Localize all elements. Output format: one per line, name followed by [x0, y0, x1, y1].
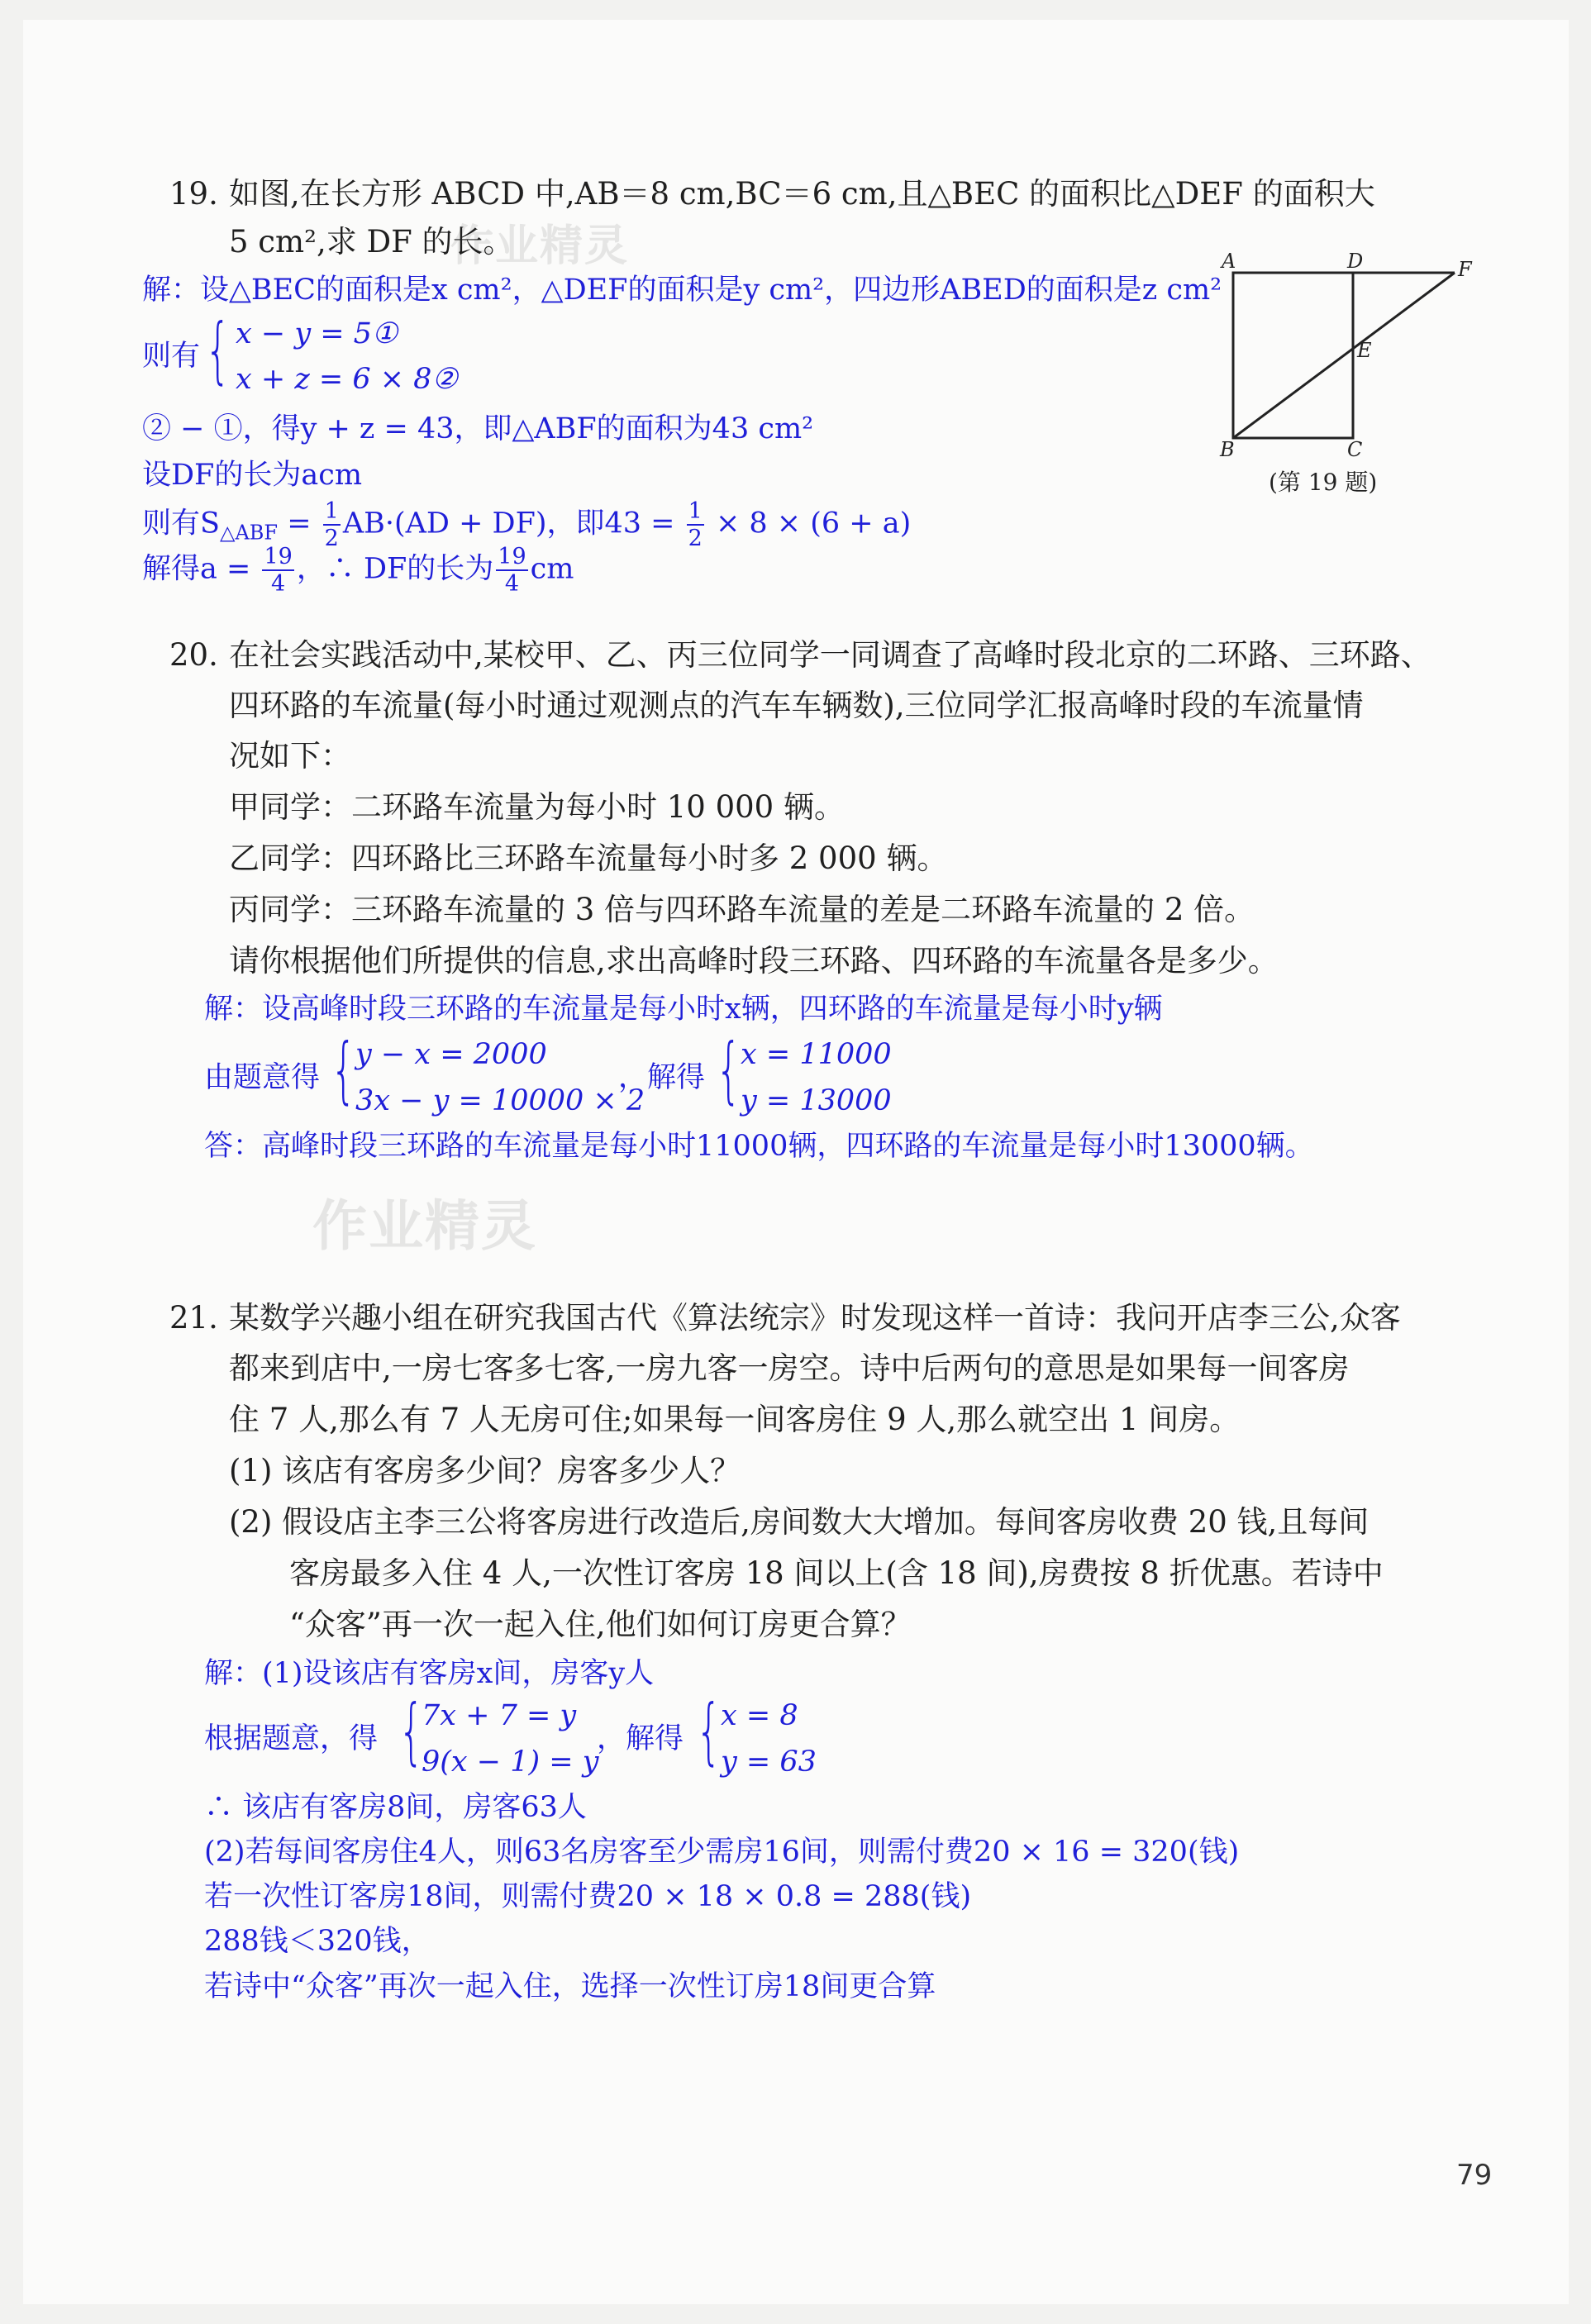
- q20-equation-1: y − x = 2000: [355, 1038, 547, 1071]
- q21-answer-line5: 若一次性订客房18间，则需付费20 × 18 × 0.8 = 288(钱): [204, 1880, 972, 1913]
- fraction-19-4: $\frac{19}{4}$: [264, 544, 293, 597]
- q19-answer-line1: 解：设△BEC的面积是x cm²，△DEF的面积是y cm²，四边形ABED的面积是z cm²: [142, 274, 1222, 307]
- label-d: D: [1347, 250, 1364, 273]
- rectangle-abcd: [1233, 273, 1353, 438]
- q19-text-line1: 如图,在长方形 ABCD 中,AB＝8 cm,BC＝6 cm,且△BEC 的面积比△DEF 的面积大: [229, 176, 1375, 212]
- q19-l5-mid3: × 8 × (6 + a): [706, 507, 912, 541]
- q19-l6-prefix: 解得a =: [142, 552, 260, 586]
- fraction-half: $\frac{1}{2}$: [324, 498, 339, 551]
- q20-text-line: 乙同学：四环路比三环路车流量每小时多 2 000 辆。: [229, 841, 948, 876]
- q19-l5-sub: △ABF: [219, 521, 279, 545]
- q19-l6-suffix: cm: [530, 552, 574, 586]
- q21-text-line: (1) 该店有客房多少间？房客多少人？: [229, 1453, 741, 1488]
- line-bf: [1233, 273, 1455, 438]
- q19-brace: {: [205, 307, 231, 393]
- q19-l5-mid2: AB·(AD + DF)，即43 =: [342, 507, 684, 541]
- q20-text-line: 甲同学：二环路车流量为每小时 10 000 辆。: [229, 789, 845, 825]
- q19-figure-caption: (第 19 题): [1269, 469, 1378, 496]
- q20-text-line: 况如下：: [229, 738, 351, 774]
- q19-figure: [1215, 248, 1488, 463]
- label-e: E: [1357, 339, 1372, 362]
- q21-text-line: 某数学兴趣小组在研究我国古代《算法统宗》时发现这样一首诗：我问开店李三公,众客: [229, 1300, 1401, 1336]
- q21-text-line: 客房最多入住 4 人,一次性订客房 18 间以上(含 18 间),房费按 8 折优惠。若诗中: [289, 1555, 1384, 1591]
- q19-answer-line5: [142, 500, 911, 552]
- label-b: B: [1220, 438, 1235, 461]
- q19-answer-line6: [142, 545, 574, 595]
- fraction-half: $\frac{1}{2}$: [688, 498, 703, 551]
- q19-l6-mid: ，∴ DF的长为: [296, 552, 494, 586]
- q20-text-line: 请你根据他们所提供的信息,求出高峰时段三环路、四环路的车流量各是多少。: [229, 943, 1279, 979]
- q21-text-line: (2) 假设店主李三公将客房进行改造后,房间数大大增加。每间客房收费 20 钱,且每间: [229, 1504, 1369, 1540]
- q21-answer-line3: ∴ 该店有客房8间，房客63人: [204, 1791, 587, 1824]
- q21-answer-line4: (2)若每间客房住4人，则63名房客至少需房16间，则需付费20 × 16 = 320(钱): [204, 1836, 1240, 1869]
- q20-answer-mid: ，解得: [618, 1061, 706, 1094]
- q19-text-line2: 5 cm²,求 DF 的长。: [229, 224, 514, 260]
- q19-equation-2: x + z = 6 × 8②: [236, 363, 458, 396]
- q21-equation-2: 9(x − 1) = y: [422, 1745, 599, 1779]
- q20-text-line: 丙同学：三环路车流量的 3 倍与四环路车流量的差是二环路车流量的 2 倍。: [229, 892, 1255, 927]
- q19-l5-prefix: 则有S: [142, 507, 220, 541]
- q20-text-line: 在社会实践活动中,某校甲、乙、丙三位同学一同调查了高峰时段北京的二环路、三环路、: [229, 637, 1431, 673]
- watermark: 作业精灵: [312, 1194, 537, 1258]
- q21-answer-mid: ，解得: [597, 1722, 684, 1755]
- q21-solution-brace: {: [696, 1688, 722, 1774]
- q19-equation-1: x − y = 5①: [236, 317, 398, 350]
- q20-text-line: 四环路的车流量(每小时通过观测点的汽车车辆数),三位同学汇报高峰时段的车流量情: [229, 688, 1364, 723]
- q21-answer-line1: 解：(1)设该店有客房x间，房客y人: [204, 1657, 655, 1690]
- q21-text-line: 住 7 人,那么有 7 人无房可住;如果每一间客房住 9 人,那么就空出 1 间房。: [229, 1402, 1241, 1437]
- q20-equation-2: 3x − y = 10000 × 2: [355, 1084, 645, 1117]
- q21-number: 21.: [169, 1300, 218, 1336]
- label-a: A: [1222, 250, 1236, 273]
- q21-answer-line2-prefix: 根据题意，得: [204, 1722, 379, 1755]
- q20-solution-2: y = 13000: [741, 1084, 892, 1117]
- page-number: 79: [1456, 2159, 1493, 2192]
- q21-solution-2: y = 63: [721, 1745, 817, 1779]
- q21-text-line: “众客”再一次一起入住,他们如何订房更合算？: [289, 1607, 912, 1642]
- q20-answer-line2-prefix: 由题意得: [204, 1061, 321, 1094]
- q20-brace: {: [331, 1027, 357, 1112]
- q20-solution-1: x = 11000: [741, 1038, 892, 1071]
- q19-answer-line3: ② − ①，得y + z = 43，即△ABF的面积为43 cm²: [142, 412, 814, 445]
- q19-number: 19.: [169, 176, 218, 212]
- q20-solution-brace: {: [716, 1027, 742, 1112]
- q19-answer-line4: 设DF的长为acm: [142, 459, 363, 492]
- q21-text-line: 都来到店中,一房七客多七客,一房九客一房空。诗中后两句的意思是如果每一间客房: [229, 1350, 1350, 1386]
- q19-answer-line2-prefix: 则有: [142, 340, 201, 373]
- label-c: C: [1347, 438, 1363, 461]
- q20-number: 20.: [169, 637, 218, 673]
- q21-equation-1: 7x + 7 = y: [422, 1699, 577, 1732]
- q21-brace: {: [398, 1688, 425, 1774]
- q20-answer-line3: 答：高峰时段三环路的车流量是每小时11000辆，四环路的车流量是每小时13000辆。: [204, 1130, 1314, 1163]
- q21-answer-line6: 288钱＜320钱，: [204, 1925, 431, 1958]
- fraction-19-4: $\frac{19}{4}$: [498, 544, 526, 597]
- q19-l5-mid1: =: [278, 507, 321, 541]
- q20-answer-line1: 解：设高峰时段三环路的车流量是每小时x辆，四环路的车流量是每小时y辆: [204, 993, 1163, 1026]
- watermark: 作业精灵: [450, 221, 630, 271]
- q21-answer-line7: 若诗中“众客”再次一起入住，选择一次性订房18间更合算: [204, 1970, 936, 2003]
- q21-solution-1: x = 8: [721, 1699, 798, 1732]
- label-f: F: [1458, 258, 1472, 281]
